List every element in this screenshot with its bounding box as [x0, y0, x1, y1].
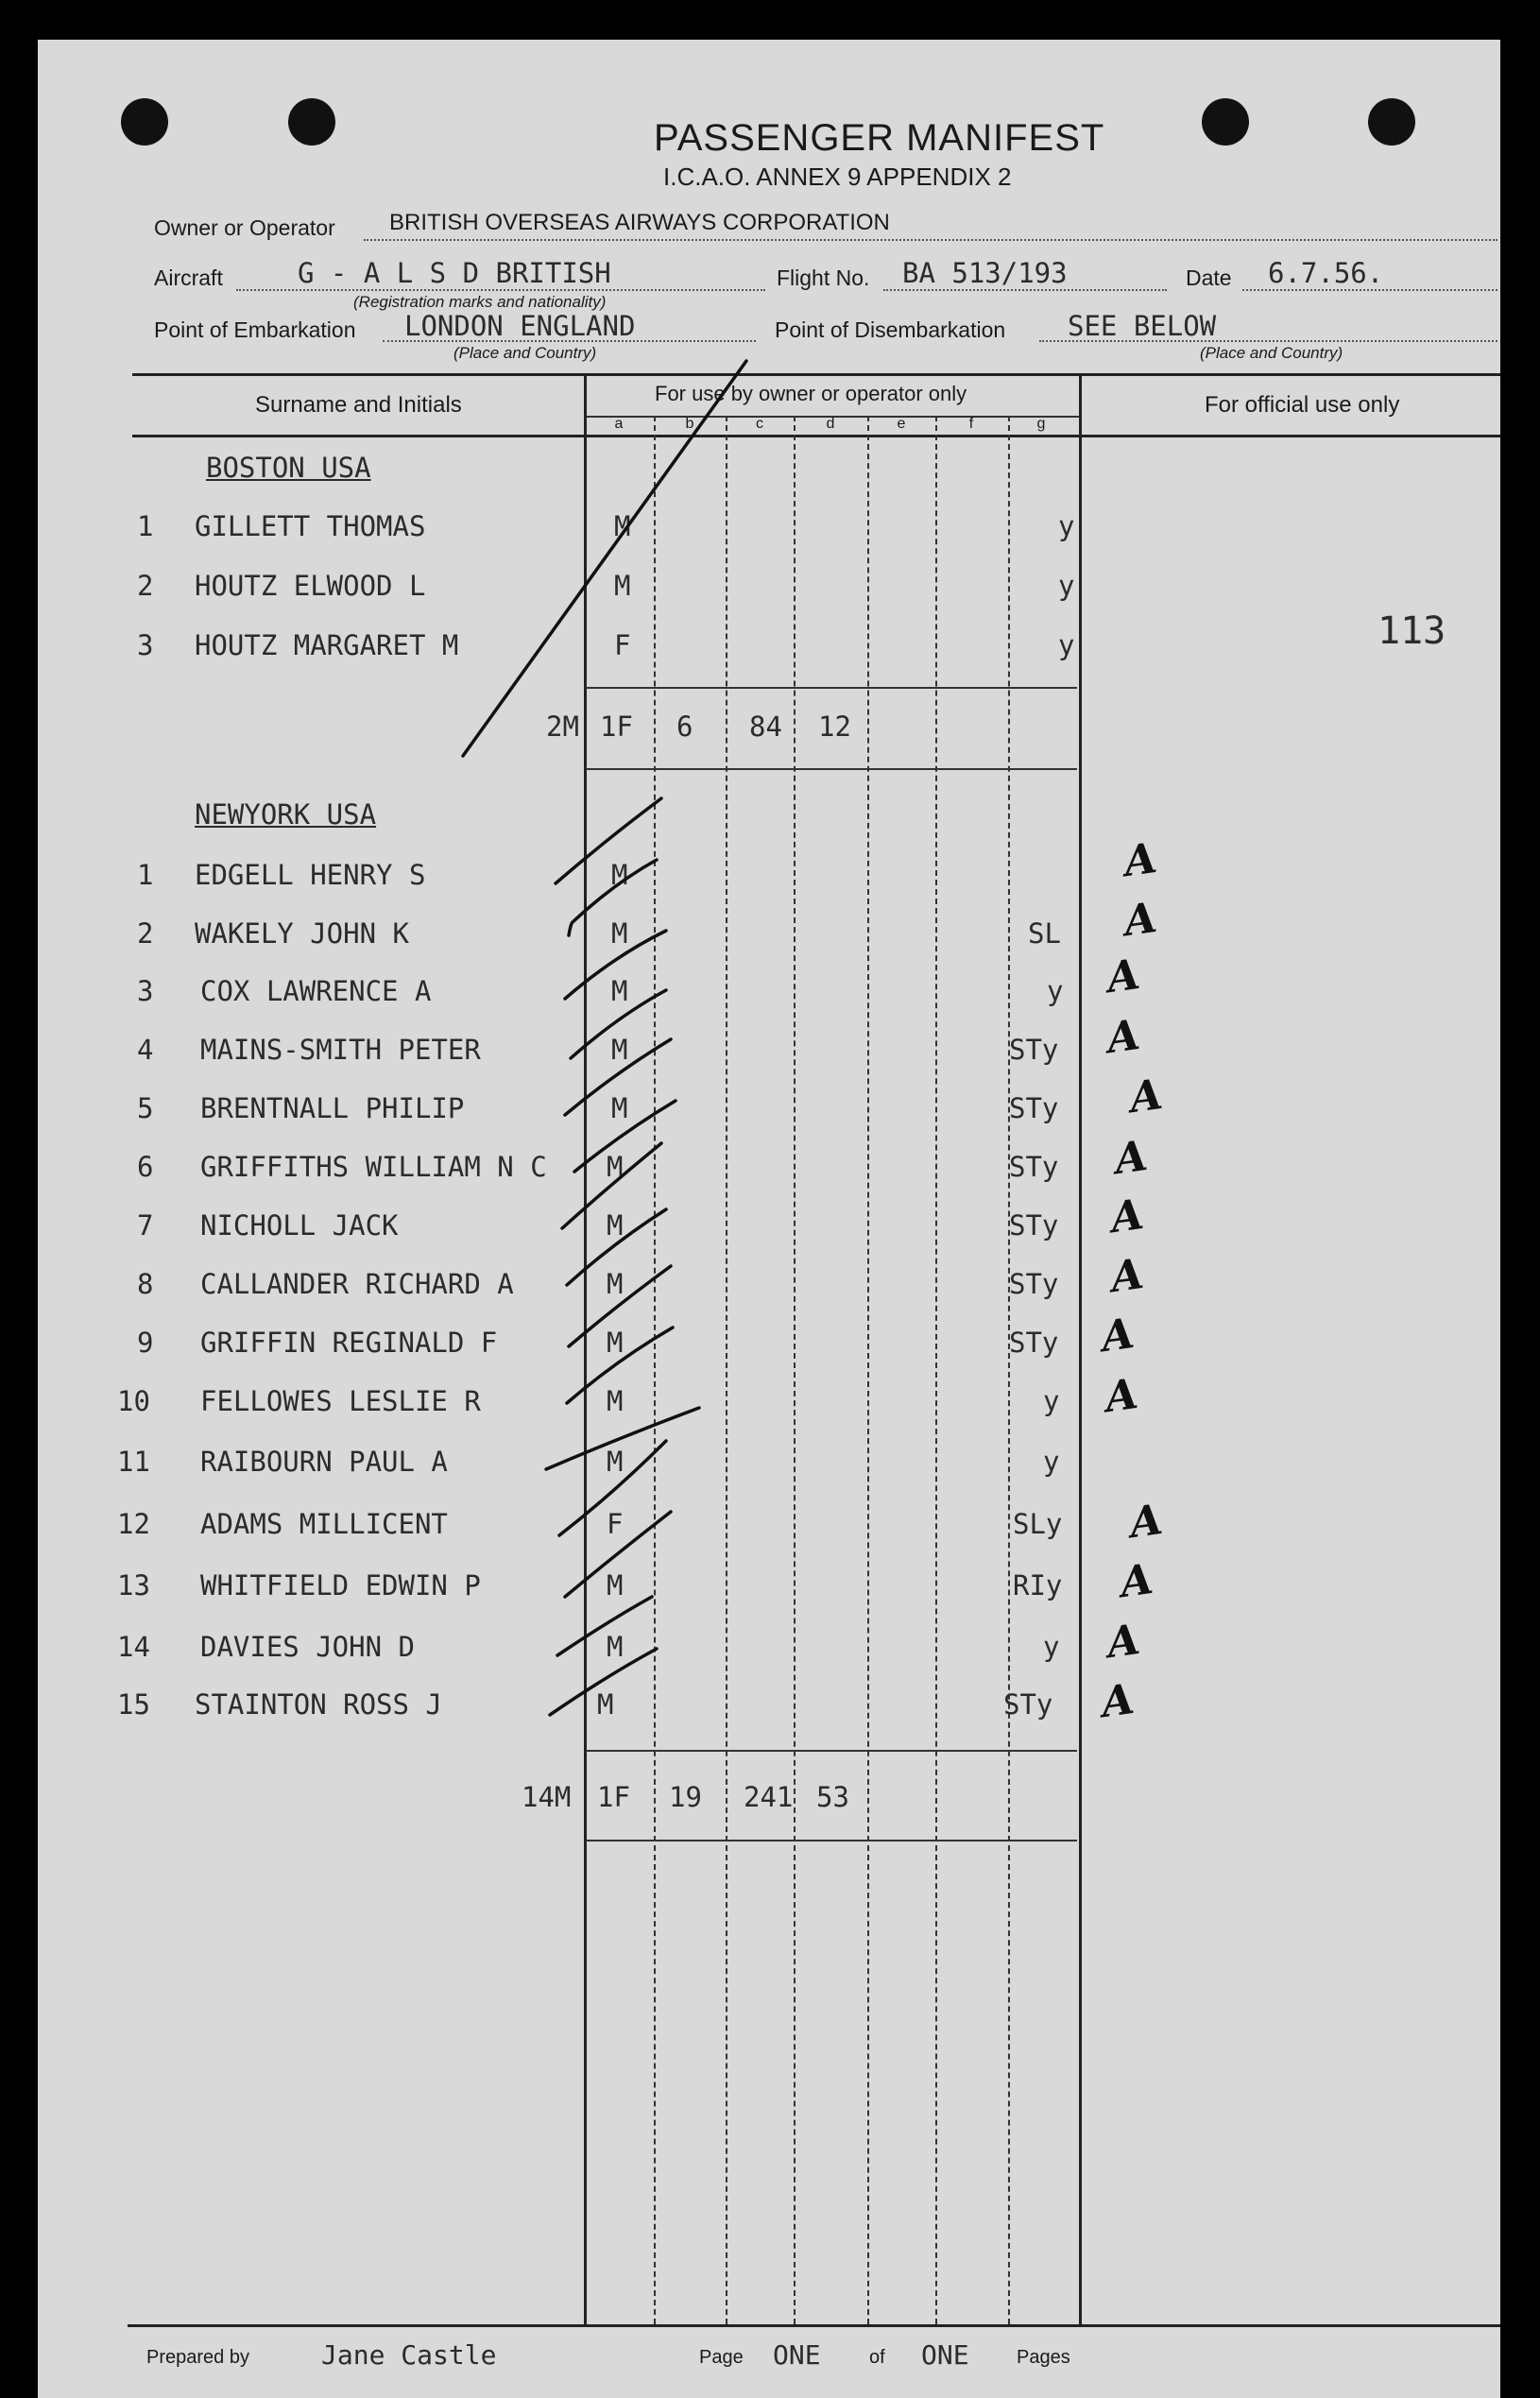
- passenger-sex: M: [607, 1327, 624, 1359]
- official-mark: A: [1102, 1369, 1141, 1423]
- embarkation-label: Point of Embarkation: [154, 317, 356, 342]
- passenger-name: ADAMS MILLICENT: [200, 1508, 448, 1540]
- passenger-name: FELLOWES LESLIE R: [200, 1385, 481, 1417]
- passenger-name: EDGELL HENRY S: [195, 859, 426, 891]
- total-male: 2M: [546, 711, 579, 743]
- passenger-sex: M: [611, 975, 628, 1007]
- passenger-number: 1: [137, 510, 154, 542]
- check-mark: [559, 1441, 666, 1535]
- passenger-name: BRENTNALL PHILIP: [200, 1092, 465, 1124]
- check-mark: [556, 798, 661, 883]
- aircraft-value: G - A L S D BRITISH: [298, 257, 611, 289]
- page-value: ONE: [773, 2339, 821, 2371]
- passenger-number: 8: [137, 1268, 154, 1300]
- passenger-sex: M: [607, 1569, 624, 1602]
- passenger-name: GRIFFIN REGINALD F: [200, 1327, 498, 1359]
- passenger-number: 6: [137, 1151, 154, 1183]
- passenger-sex: M: [607, 1209, 624, 1242]
- total-b: 6: [676, 711, 693, 743]
- subcolumn-f: f: [968, 416, 974, 432]
- disembarkation-note: (Place and Country): [1200, 344, 1343, 362]
- passenger-code: SL: [1028, 917, 1061, 950]
- official-mark: A: [1126, 1495, 1166, 1549]
- passenger-name: COX LAWRENCE A: [200, 975, 432, 1007]
- passenger-sex: M: [607, 1151, 624, 1183]
- passenger-code: y: [1043, 1385, 1060, 1417]
- passenger-number: 1: [137, 859, 154, 891]
- official-mark: A: [1104, 1615, 1143, 1669]
- passenger-code: y: [1047, 975, 1064, 1007]
- passenger-name: HOUTZ MARGARET M: [195, 629, 459, 661]
- passenger-number: 5: [137, 1092, 154, 1124]
- passenger-name: STAINTON ROSS J: [195, 1688, 442, 1721]
- passenger-name: WAKELY JOHN K: [195, 917, 409, 950]
- date-value: 6.7.56.: [1268, 257, 1384, 289]
- passenger-code: STy: [1003, 1688, 1053, 1721]
- strike-line: [463, 361, 746, 756]
- passenger-code: STy: [1009, 1209, 1059, 1242]
- official-number: 113: [1377, 609, 1446, 653]
- official-mark: A: [1104, 950, 1143, 1003]
- flight-label: Flight No.: [777, 265, 870, 290]
- official-mark: A: [1121, 833, 1160, 887]
- check-mark: [550, 1649, 657, 1715]
- official-mark: A: [1098, 1309, 1138, 1362]
- check-mark: [567, 1209, 666, 1285]
- passenger-code: STy: [1009, 1327, 1059, 1359]
- prepared-label: Prepared by: [146, 2347, 249, 2368]
- passenger-number: 3: [137, 975, 154, 1007]
- passenger-name: DAVIES JOHN D: [200, 1631, 415, 1663]
- destination-heading: BOSTON USA: [206, 452, 371, 484]
- check-mark: [574, 1101, 676, 1172]
- passenger-number: 10: [117, 1385, 150, 1417]
- surname-column-header: Surname and Initials: [255, 392, 462, 418]
- embarkation-value: LONDON ENGLAND: [404, 310, 636, 342]
- check-mark: [567, 1327, 673, 1403]
- passenger-code: y: [1043, 1631, 1060, 1663]
- passenger-number: 4: [137, 1034, 154, 1066]
- check-mark: [546, 1408, 699, 1469]
- aircraft-label: Aircraft: [154, 265, 223, 290]
- check-mark: [562, 1143, 661, 1228]
- passenger-sex: M: [611, 1092, 628, 1124]
- official-mark: A: [1107, 1249, 1147, 1303]
- passenger-code: STy: [1009, 1092, 1059, 1124]
- subcolumn-g: g: [1036, 416, 1046, 432]
- document-title: PASSENGER MANIFEST: [654, 117, 1105, 159]
- operator-column-header: For use by owner or operator only: [655, 382, 967, 405]
- official-mark: A: [1126, 1070, 1166, 1123]
- prepared-value: Jane Castle: [321, 2339, 497, 2371]
- passenger-number: 3: [137, 629, 154, 661]
- embarkation-note: (Place and Country): [453, 344, 597, 362]
- official-column-header: For official use only: [1205, 392, 1400, 418]
- disembarkation-value: SEE BELOW: [1068, 310, 1217, 342]
- official-mark: A: [1117, 1554, 1156, 1608]
- passenger-number: 2: [137, 917, 154, 950]
- official-mark: A: [1104, 1010, 1143, 1064]
- subcolumn-e: e: [897, 416, 906, 432]
- of-value: ONE: [921, 2339, 969, 2371]
- total-d: 53: [816, 1781, 849, 1813]
- owner-label: Owner or Operator: [154, 215, 335, 240]
- passenger-number: 9: [137, 1327, 154, 1359]
- passenger-number: 13: [117, 1569, 150, 1602]
- passenger-name: MAINS-SMITH PETER: [200, 1034, 481, 1066]
- passenger-name: GILLETT THOMAS: [195, 510, 426, 542]
- passenger-name: HOUTZ ELWOOD L: [195, 570, 426, 602]
- passenger-sex: F: [607, 1508, 624, 1540]
- official-mark: A: [1098, 1674, 1138, 1728]
- passenger-code: y: [1058, 510, 1075, 542]
- passenger-code: STy: [1009, 1034, 1059, 1066]
- passenger-code: STy: [1009, 1151, 1059, 1183]
- flight-value: BA 513/193: [902, 257, 1068, 289]
- official-mark: A: [1107, 1190, 1147, 1243]
- document-subtitle: I.C.A.O. ANNEX 9 APPENDIX 2: [663, 163, 1012, 191]
- check-mark: [569, 860, 657, 935]
- date-label: Date: [1186, 265, 1232, 290]
- passenger-sex: M: [607, 1385, 624, 1417]
- check-mark: [565, 931, 666, 999]
- passenger-sex: M: [607, 1268, 624, 1300]
- check-mark: [565, 1512, 671, 1597]
- page-label: Page: [699, 2347, 744, 2368]
- passenger-name: NICHOLL JACK: [200, 1209, 399, 1242]
- passenger-code: y: [1058, 570, 1075, 602]
- passenger-number: 2: [137, 570, 154, 602]
- passenger-sex: M: [597, 1688, 614, 1721]
- passenger-number: 12: [117, 1508, 150, 1540]
- subcolumn-a: a: [614, 416, 624, 432]
- official-mark: A: [1111, 1131, 1151, 1185]
- total-c: 84: [749, 711, 782, 743]
- check-mark: [569, 1266, 671, 1346]
- passenger-code: y: [1058, 629, 1075, 661]
- passenger-number: 14: [117, 1631, 150, 1663]
- aircraft-note: (Registration marks and nationality): [353, 293, 607, 311]
- passenger-sex: M: [611, 859, 628, 891]
- passenger-sex: M: [607, 1446, 624, 1478]
- of-label: of: [869, 2347, 885, 2368]
- total-b: 19: [669, 1781, 702, 1813]
- passenger-name: GRIFFITHS WILLIAM N C: [200, 1151, 547, 1183]
- passenger-name: WHITFIELD EDWIN P: [200, 1569, 481, 1602]
- passenger-sex: M: [607, 1631, 624, 1663]
- check-mark: [557, 1597, 652, 1655]
- passenger-sex: M: [611, 1034, 628, 1066]
- total-female: 1F: [597, 1781, 630, 1813]
- subcolumn-d: d: [826, 416, 835, 432]
- total-c: 241: [744, 1781, 794, 1813]
- destination-heading: NEWYORK USA: [195, 798, 377, 831]
- passenger-code: y: [1043, 1446, 1060, 1478]
- passenger-sex: M: [611, 917, 628, 950]
- passenger-code: RIy: [1013, 1569, 1063, 1602]
- passenger-name: CALLANDER RICHARD A: [200, 1268, 514, 1300]
- passenger-code: SLy: [1013, 1508, 1063, 1540]
- disembarkation-label: Point of Disembarkation: [775, 317, 1006, 342]
- check-mark: [571, 990, 666, 1058]
- subcolumn-b: b: [685, 416, 694, 432]
- owner-value: BRITISH OVERSEAS AIRWAYS CORPORATION: [389, 210, 890, 235]
- passenger-number: 15: [117, 1688, 150, 1721]
- passenger-code: STy: [1009, 1268, 1059, 1300]
- passenger-sex: M: [614, 510, 631, 542]
- passenger-number: 11: [117, 1446, 150, 1478]
- passenger-sex: M: [614, 570, 631, 602]
- pages-label: Pages: [1017, 2347, 1070, 2368]
- total-male: 14M: [522, 1781, 572, 1813]
- total-female: 1F: [600, 711, 633, 743]
- passenger-sex: F: [614, 629, 631, 661]
- subcolumn-c: c: [756, 416, 763, 432]
- official-mark: A: [1121, 893, 1160, 947]
- total-d: 12: [818, 711, 851, 743]
- passenger-name: RAIBOURN PAUL A: [200, 1446, 448, 1478]
- passenger-number: 7: [137, 1209, 154, 1242]
